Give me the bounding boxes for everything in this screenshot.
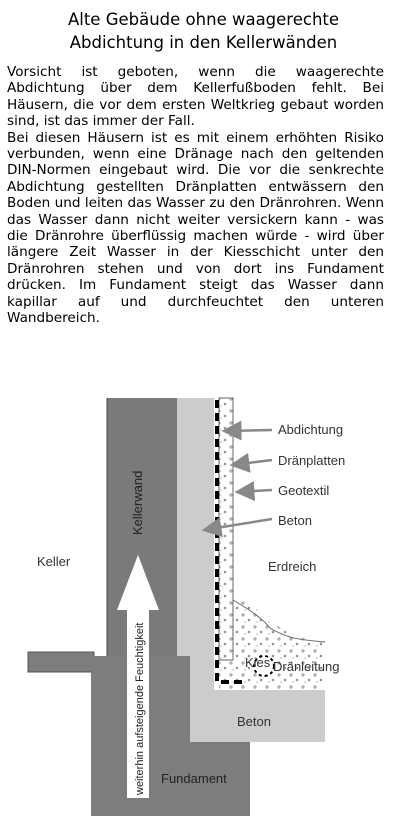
label-kies: Kies <box>245 655 271 670</box>
label-fundament: Fundament <box>161 771 227 786</box>
cellar-wall-diagram <box>0 380 407 821</box>
paragraph-risk: Bei diesen Häusern ist es mit einem erhöhten Risiko verbunden, wenn eine Dränage nach den geltenden DIN-Normen eingebaut wird. Die vor die senkrechte Abdichtung gestellten Dränplatten entwässern den Boden und leiten das Wasser zu den Dränrohren. Wenn das Wasser dann nicht weiter versickern kann - was die Dränrohre überflüssig machen würde - wird über längere Zeit Wasser in der Kiesschicht unter den Dränrohren stehen und von dort ins Fundament drücken. Im Fundament steigt das Wasser dann kapillar auf und durchfeuchtet den unteren Wandbereich. <box>7 129 384 327</box>
title-line-1: Alte Gebäude ohne waagerechte <box>67 10 340 29</box>
label-erdreich: Erdreich <box>268 559 317 574</box>
label-kellerwand: Kellerwand <box>130 470 145 535</box>
arrow-draenplatten <box>232 460 272 465</box>
label-beton-top: Beton <box>278 513 312 528</box>
keller-floor <box>28 652 94 672</box>
arrow-abdichtung <box>224 430 272 431</box>
draenplatten-layer <box>219 398 233 660</box>
arrow-geotextil <box>237 490 272 492</box>
title-line-2: Abdichtung in den Kellerwänden <box>69 33 338 52</box>
label-abdichtung: Abdichtung <box>278 422 344 437</box>
label-beton-bottom: Beton <box>237 714 271 729</box>
paragraph-intro: Vorsicht ist geboten, wenn die waagerechte Abdichtung über dem Kellerfußboden fehlt. Bei Häusern, die vor dem ersten Weltkrieg gebaut worden sind, ist das immer der Fall. <box>7 64 384 130</box>
label-draenplatten: Dränplatten <box>278 453 346 468</box>
label-feuchtigkeit: weiterhin aufsteigende Feuchtigkeit <box>134 622 146 795</box>
label-keller: Keller <box>37 554 71 569</box>
label-geotextil: Geotextil <box>278 483 330 498</box>
arrow-beton <box>204 519 272 530</box>
kies-bed <box>219 600 325 690</box>
page-title <box>0 8 407 54</box>
article-body <box>7 64 384 327</box>
label-draenleitung: Dränleitung <box>273 659 340 674</box>
